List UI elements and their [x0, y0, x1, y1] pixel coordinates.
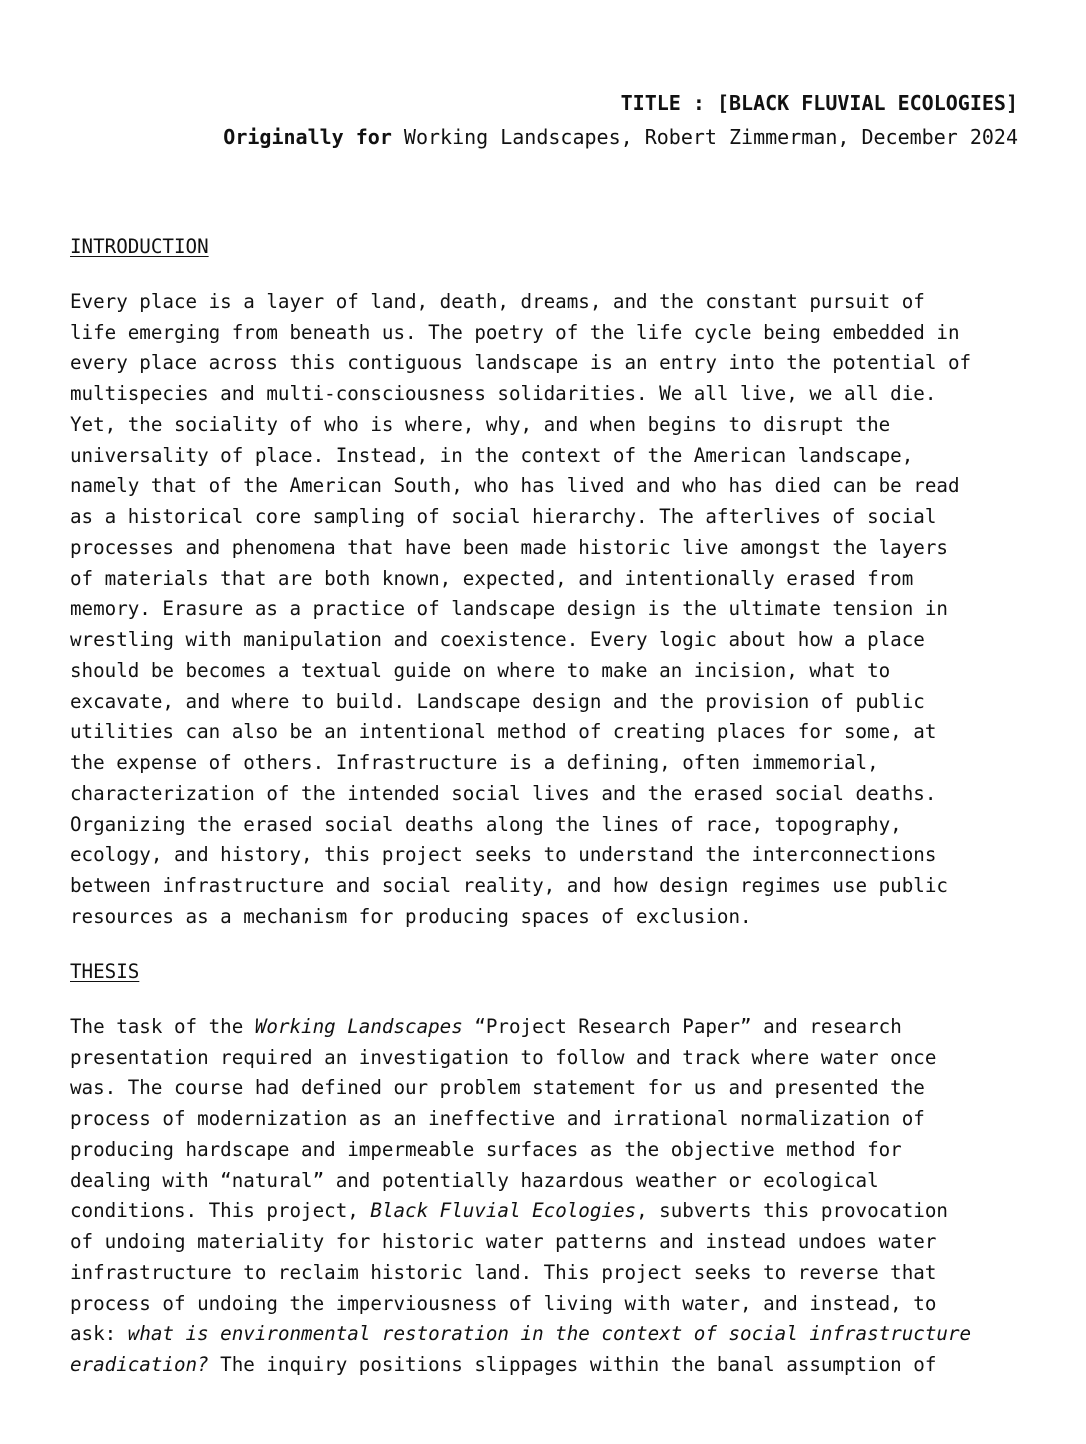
paragraph-line: producing hardscape and impermeable surfaces as the objective method for: [70, 1137, 902, 1161]
thesis-section: [70, 957, 1030, 1381]
origin-label: Originally for: [223, 125, 392, 149]
paragraph-line: [70, 1319, 1030, 1350]
paragraph-line: process of modernization as an ineffective and irrational normalization of: [70, 1107, 925, 1130]
paragraph-line: infrastructure to reclaim historic land. This project seeks to reverse that: [70, 1260, 937, 1284]
paragraph-line: was. The course had defined our problem statement for us and presented the: [70, 1076, 925, 1100]
paragraph-line: excavate, and where to build. Landscape design and the provision of public: [70, 689, 925, 713]
paragraph-line: wrestling with manipulation and coexistence. Every logic about how a place: [70, 628, 925, 651]
text-run: The inquiry positions slippages within the banal assumption of: [208, 1353, 937, 1376]
paragraph-line: between infrastructure and social reality, and how design regimes use public: [70, 874, 948, 897]
italic-question: eradication?: [70, 1353, 209, 1376]
document-title: TITLE : [BLACK FLUVIAL ECOLOGIES]: [620, 91, 1018, 115]
paragraph-line: universality of place. Instead, in the context of the American landscape,: [70, 443, 914, 467]
text-run: ask:: [70, 1322, 128, 1346]
paragraph-line: should be becomes a textual guide on where to make an incision, what to: [70, 658, 891, 682]
italic-project-title: Black Fluvial Ecologies: [370, 1199, 637, 1223]
paragraph-line: as a historical core sampling of social hierarchy. The afterlives of social: [70, 505, 937, 528]
paragraph-line: characterization of the intended social lives and the erased social deaths.: [70, 781, 937, 805]
paragraph-line: the expense of others. Infrastructure is a defining, often immemorial,: [70, 751, 879, 774]
italic-course-title: Working Landscapes: [254, 1014, 463, 1038]
paragraph-line: presentation required an investigation to follow and track where water once: [70, 1045, 937, 1069]
introduction-section: [70, 232, 1030, 933]
thesis-paragraph: [70, 1012, 1030, 1381]
introduction-paragraph: [70, 287, 1030, 933]
paragraph-line: of materials that are both known, expected, and intentionally erased from: [70, 566, 914, 590]
italic-question: what is environmental restoration in the context of social infrastructure: [127, 1322, 972, 1346]
paragraph-line: ecology, and history, this project seeks to understand the interconnections: [70, 843, 937, 867]
paragraph-line: [70, 1012, 1030, 1043]
title-block: [223, 86, 1018, 154]
text-run: “Project Research Paper” and research: [462, 1014, 902, 1038]
paragraph-line: utilities can also be an intentional method of creating places for some, at: [70, 720, 937, 744]
paragraph-line: Organizing the erased social deaths along the lines of race, topography,: [70, 812, 902, 836]
paragraph-line: Yet, the sociality of who is where, why, and when begins to disrupt the: [70, 412, 891, 436]
origin-line: [223, 120, 1018, 154]
paragraph-line: dealing with “natural” and potentially hazardous weather or ecological: [70, 1168, 879, 1192]
origin-text: Working Landscapes, Robert Zimmerman, December 2024: [391, 125, 1018, 149]
text-run: The task of the: [70, 1014, 255, 1038]
paragraph-line: processes and phenomena that have been made historic live amongst the layers: [70, 535, 948, 559]
text-run: , subverts this provocation: [636, 1199, 948, 1223]
paragraph-line: [70, 1196, 1030, 1227]
paragraph-line: [70, 1350, 1030, 1381]
paragraph-line: multispecies and multi-consciousness solidarities. We all live, we all die.: [70, 382, 937, 405]
paragraph-line: life emerging from beneath us. The poetry of the life cycle being embedded in: [70, 320, 960, 344]
paragraph-line: of undoing materiality for historic water patterns and instead undoes water: [70, 1230, 937, 1253]
paragraph-line: process of undoing the imperviousness of living with water, and instead, to: [70, 1291, 937, 1315]
paragraph-line: resources as a mechanism for producing spaces of exclusion.: [70, 904, 752, 928]
introduction-heading: INTRODUCTION: [70, 235, 209, 258]
thesis-heading: THESIS: [70, 960, 140, 983]
paragraph-line: Every place is a layer of land, death, dreams, and the constant pursuit of: [70, 289, 925, 313]
paragraph-line: memory. Erasure as a practice of landscape design is the ultimate tension in: [70, 597, 948, 621]
paragraph-line: namely that of the American South, who has lived and who has died can be read: [70, 474, 960, 498]
text-run: conditions. This project,: [70, 1199, 371, 1223]
paragraph-line: every place across this contiguous landscape is an entry into the potential of: [70, 351, 972, 375]
